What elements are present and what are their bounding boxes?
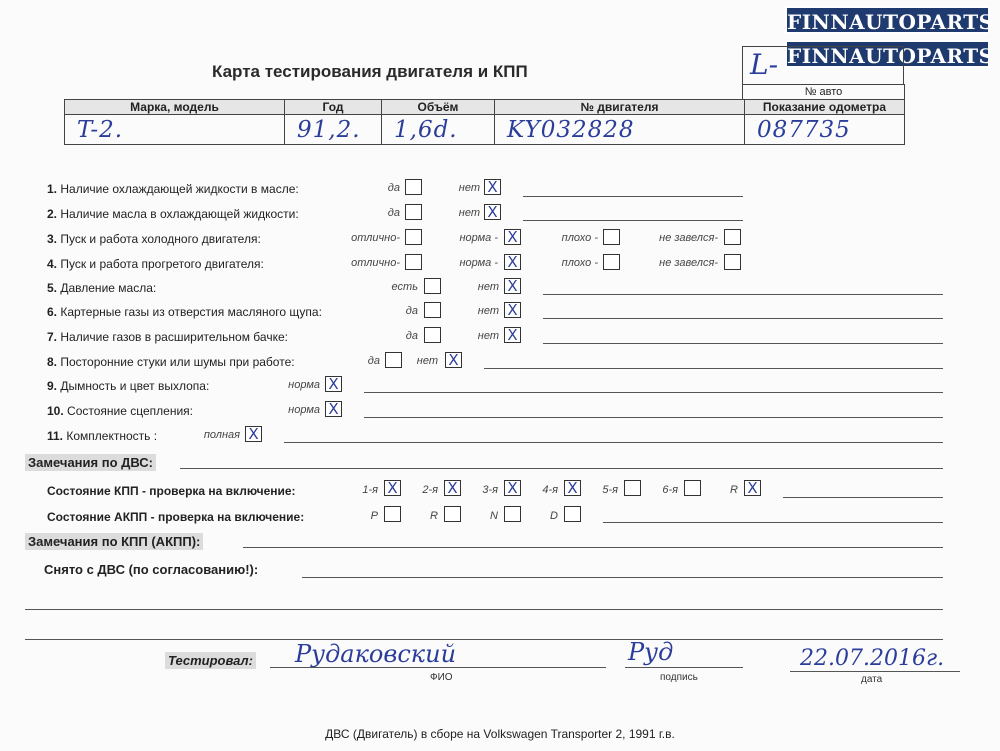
notes-line [484, 368, 943, 369]
notes-line [302, 577, 943, 578]
notes-line [243, 547, 943, 548]
option-label: норма [288, 379, 320, 391]
checkbox[interactable]: X [245, 426, 262, 442]
checkbox[interactable]: X [445, 352, 462, 368]
checkbox[interactable] [504, 506, 521, 522]
option-label: да [405, 330, 418, 342]
image-caption: ДВС (Двигатель) в сборе на Volkswagen Transporter 2, 1991 г.в. [325, 727, 675, 741]
gear-label: 3-я [482, 484, 498, 496]
question-3 [47, 232, 261, 246]
question-number: 3. [47, 232, 58, 246]
remarks-engine [25, 455, 156, 470]
signature-line [625, 667, 743, 668]
tested-by [165, 653, 256, 668]
name-line [270, 667, 606, 668]
option-label: полная [203, 429, 240, 441]
watermark-logo-bottom: FINNAUTOPARTS [785, 40, 990, 68]
cell-year: 91,2. [285, 115, 382, 145]
option-label: да [405, 305, 418, 317]
question-text: Пуск и работа холодного двигателя: [60, 232, 261, 246]
question-number: 2. [47, 207, 58, 221]
checkbox[interactable] [424, 302, 441, 318]
gear-label: 1-я [362, 484, 378, 496]
gear-label: R [730, 484, 738, 496]
akpp-label: Состояние АКПП - проверка на включение: [47, 510, 305, 524]
option-label: норма [288, 404, 320, 416]
watermark-logo-top: FINNAUTOPARTS [785, 6, 990, 34]
remarks-engine-label: Замечания по ДВС: [25, 454, 156, 471]
question-4 [47, 257, 264, 271]
gear-label: D [550, 510, 558, 522]
notes-line [523, 220, 743, 221]
question-number: 8. [47, 355, 58, 369]
checkbox[interactable]: X [484, 179, 501, 195]
checkbox[interactable] [724, 229, 741, 245]
checkbox[interactable]: X [504, 327, 521, 343]
question-number: 11. [47, 429, 64, 443]
gear-label: 6-я [662, 484, 678, 496]
checkbox[interactable] [424, 327, 441, 343]
checkbox[interactable]: X [484, 204, 501, 220]
notes-line [543, 318, 943, 319]
notes-line [603, 522, 943, 523]
signature-label: подпись [660, 672, 698, 683]
gear-label: 2-я [422, 484, 438, 496]
checkbox[interactable]: X [384, 480, 401, 496]
col-header-model: Марка, модель [65, 100, 285, 115]
fio-label: ФИО [430, 672, 453, 683]
checkbox[interactable]: X [444, 480, 461, 496]
notes-line [523, 196, 743, 197]
option-label: отлично- [351, 232, 400, 244]
removed-from-engine [44, 562, 258, 577]
col-header-odometer: Показание одометра [745, 100, 905, 115]
checkbox[interactable] [405, 229, 422, 245]
checkbox[interactable]: X [744, 480, 761, 496]
question-11 [47, 429, 157, 443]
cell-volume: 1,6d. [382, 115, 495, 145]
cell-engine-number: KY032828 [495, 115, 745, 145]
notes-line [543, 294, 943, 295]
question-7 [47, 330, 288, 344]
option-label: нет [477, 305, 499, 317]
question-6 [47, 305, 322, 319]
tester-name-handwritten: Рудаковский [295, 640, 457, 668]
option-label: нет [458, 182, 480, 194]
removed-label: Снято с ДВС (по согласованию!): [44, 562, 259, 577]
question-1 [47, 182, 299, 196]
col-header-engine-number: № двигателя [495, 100, 745, 115]
checkbox[interactable]: X [504, 254, 521, 270]
option-label: не завелся- [659, 257, 718, 269]
option-label: да [387, 207, 400, 219]
tester-signature-handwritten: Руд [628, 638, 674, 666]
option-label: нет [458, 207, 480, 219]
gear-label: P [370, 510, 378, 522]
option-label: плохо - [561, 232, 598, 244]
option-label: да [367, 355, 380, 367]
remarks-kpp [25, 534, 203, 549]
checkbox[interactable]: X [504, 302, 521, 318]
question-text: Картерные газы из отверстия масляного щупа: [60, 305, 322, 319]
gear-label: 4-я [542, 484, 558, 496]
question-10 [47, 404, 193, 418]
checkbox[interactable]: X [504, 480, 521, 496]
gear-label: N [490, 510, 498, 522]
col-header-volume: Объём [382, 100, 495, 115]
checkbox[interactable] [564, 506, 581, 522]
question-5 [47, 281, 156, 295]
checkbox[interactable] [603, 254, 620, 270]
checkbox[interactable] [424, 278, 441, 294]
date-handwritten: 22.07.2016г. [800, 646, 945, 671]
option-label: да [387, 182, 400, 194]
date-label: дата [861, 674, 883, 685]
option-label: не завелся- [659, 232, 718, 244]
option-label: норма - [459, 232, 498, 244]
checkbox[interactable] [603, 229, 620, 245]
question-text: Дымность и цвет выхлопа: [60, 379, 210, 393]
checkbox[interactable] [444, 506, 461, 522]
question-number: 5. [47, 281, 58, 295]
question-text: Наличие газов в расширительном бачке: [60, 330, 288, 344]
gear-label: R [430, 510, 438, 522]
option-label: нет [477, 281, 499, 293]
date-line [790, 671, 960, 672]
question-text: Наличие масла в охлаждающей жидкости: [60, 207, 299, 221]
checkbox[interactable] [624, 480, 641, 496]
option-label: плохо - [561, 257, 598, 269]
checkbox[interactable] [405, 204, 422, 220]
question-text: Давление масла: [60, 281, 157, 295]
notes-line [364, 417, 943, 418]
question-text: Пуск и работа прогретого двигателя: [60, 257, 264, 271]
car-number-handwritten: L- [750, 48, 779, 81]
option-label: нет [477, 330, 499, 342]
question-number: 1. [47, 182, 58, 196]
question-2 [47, 207, 299, 221]
checkbox[interactable]: X [325, 376, 342, 392]
question-8 [47, 355, 295, 369]
checkbox[interactable]: X [564, 480, 581, 496]
option-label: есть [391, 281, 418, 293]
vehicle-info-table [64, 99, 905, 145]
question-text: Комплектность : [66, 429, 158, 443]
checkbox[interactable] [724, 254, 741, 270]
checkbox[interactable] [405, 179, 422, 195]
cell-odometer: 087735 [745, 115, 905, 145]
question-text: Наличие охлаждающей жидкости в масле: [60, 182, 299, 196]
question-number: 7. [47, 330, 58, 344]
car-number-label: № авто [742, 84, 905, 100]
option-label: нет [416, 355, 438, 367]
checkbox[interactable]: X [504, 278, 521, 294]
option-label: отлично- [351, 257, 400, 269]
kpp-label: Состояние КПП - проверка на включение: [47, 484, 296, 498]
notes-line [543, 343, 943, 344]
notes-line [284, 442, 943, 443]
notes-line [180, 468, 943, 469]
option-label: норма - [459, 257, 498, 269]
tested-by-label: Тестировал: [165, 652, 256, 669]
notes-line [783, 497, 943, 498]
checkbox[interactable] [405, 254, 422, 270]
notes-line [25, 609, 943, 610]
question-number: 6. [47, 305, 58, 319]
col-header-year: Год [285, 100, 382, 115]
cell-model: T-2. [65, 115, 285, 145]
question-number: 9. [47, 379, 58, 393]
checkbox[interactable]: X [504, 229, 521, 245]
notes-line [25, 639, 943, 640]
remarks-kpp-label: Замечания по КПП (АКПП): [25, 533, 203, 550]
page-title: Карта тестирования двигателя и КПП [212, 62, 528, 81]
question-text: Состояние сцепления: [67, 404, 193, 418]
checkbox[interactable] [384, 506, 401, 522]
notes-line [364, 392, 943, 393]
checkbox[interactable] [684, 480, 701, 496]
question-text: Посторонние стуки или шумы при работе: [60, 355, 295, 369]
question-number: 10. [47, 404, 64, 418]
question-number: 4. [47, 257, 58, 271]
question-9 [47, 379, 209, 393]
gear-label: 5-я [602, 484, 618, 496]
checkbox[interactable]: X [325, 401, 342, 417]
